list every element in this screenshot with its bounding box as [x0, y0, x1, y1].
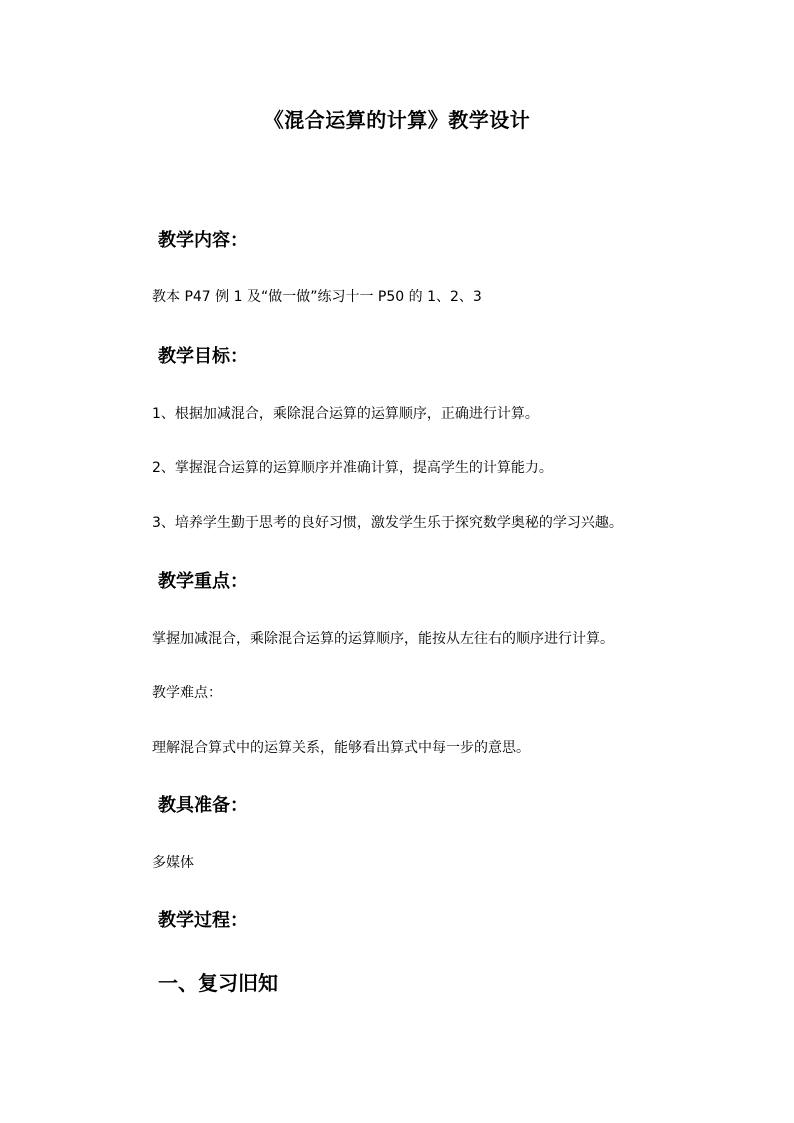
goal-item-1: 1、根据加减混合，乘除混合运算的运算顺序，正确进行计算。: [152, 406, 539, 422]
content-heading: 教学内容：: [158, 230, 248, 251]
goal-item-2: 2、掌握混合运算的运算顺序并准确计算，提高学生的计算能力。: [152, 460, 553, 476]
tools-text: 多媒体: [152, 855, 194, 871]
key-points-heading: 教学重点：: [158, 571, 248, 592]
difficulty-text: 理解混合算式中的运算关系，能够看出算式中每一步的意思。: [152, 740, 530, 756]
difficulty-heading: 教学难点：: [152, 685, 222, 701]
content-text: 教本 P47 例 1 及“做一做”练习十一 P50 的 1、2、3: [152, 289, 482, 305]
document-title: 《混合运算的计算》教学设计: [263, 108, 531, 132]
tools-heading: 教具准备：: [158, 795, 248, 816]
goals-heading: 教学目标：: [158, 346, 248, 367]
process-heading: 教学过程：: [158, 910, 248, 931]
key-points-text: 掌握加减混合，乘除混合运算的运算顺序，能按从左往右的顺序进行计算。: [152, 631, 614, 647]
goal-item-3: 3、培养学生勤于思考的良好习惯，激发学生乐于探究数学奥秘的学习兴趣。: [152, 515, 623, 531]
section-review-heading: 一、复习旧知: [158, 971, 278, 995]
